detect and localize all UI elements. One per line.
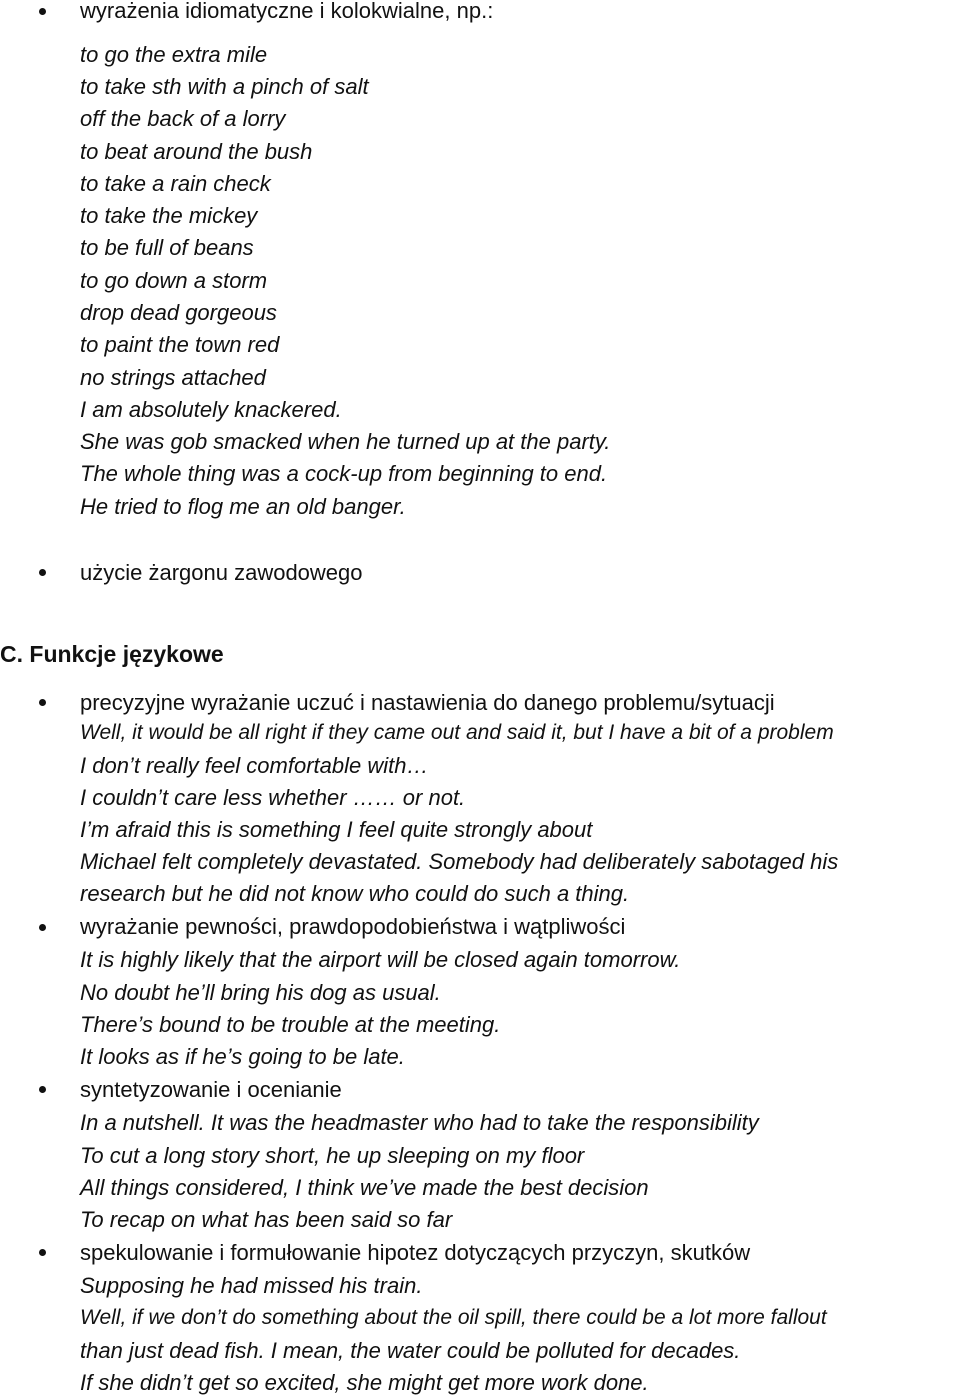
idiom-item: to be full of beans bbox=[80, 235, 254, 260]
idiom-item: drop dead gorgeous bbox=[80, 300, 277, 325]
example-line: than just dead fish. I mean, the water could be polluted for decades. bbox=[80, 1338, 741, 1363]
bullet-label-jargon: użycie żargonu zawodowego bbox=[80, 560, 363, 585]
bullet-dot bbox=[39, 8, 46, 15]
example-line: Well, if we don’t do something about the oil spill, there could be a lot more fallout bbox=[80, 1306, 827, 1329]
section-heading: C. Funkcje językowe bbox=[0, 641, 224, 667]
idiom-item: to take the mickey bbox=[80, 203, 258, 228]
idiom-item: He tried to flog me an old banger. bbox=[80, 494, 406, 519]
idiom-item: to take sth with a pinch of salt bbox=[80, 74, 369, 99]
group-label: precyzyjne wyrażanie uczuć i nastawienia do danego problemu/sytuacji bbox=[80, 690, 775, 715]
group-label: wyrażanie pewności, prawdopodobieństwa i wątpliwości bbox=[80, 914, 626, 939]
example-line: If she didn’t get so excited, she might get more work done. bbox=[80, 1370, 649, 1395]
idiom-item: to take a rain check bbox=[80, 171, 271, 196]
bullet-dot bbox=[39, 1086, 46, 1093]
idiom-item: off the back of a lorry bbox=[80, 106, 286, 131]
group-label: spekulowanie i formułowanie hipotez dotyczących przyczyn, skutków bbox=[80, 1240, 751, 1265]
example-line: It is highly likely that the airport will be closed again tomorrow. bbox=[80, 947, 681, 972]
bullet-dot bbox=[39, 1249, 46, 1256]
idiom-item: to go down a storm bbox=[80, 268, 268, 293]
example-line: Supposing he had missed his train. bbox=[80, 1273, 423, 1298]
example-line: To recap on what has been said so far bbox=[80, 1207, 453, 1232]
example-line: research but he did not know who could do such a thing. bbox=[80, 881, 630, 906]
group-label: syntetyzowanie i ocenianie bbox=[80, 1077, 342, 1102]
idiom-item: The whole thing was a cock-up from beginning to end. bbox=[80, 461, 608, 486]
example-line: In a nutshell. It was the headmaster who had to take the responsibility bbox=[80, 1110, 759, 1135]
idiom-item: to beat around the bush bbox=[80, 139, 313, 164]
example-line: No doubt he’ll bring his dog as usual. bbox=[80, 980, 441, 1005]
example-line: All things considered, I think we’ve made the best decision bbox=[80, 1175, 649, 1200]
idiom-item: to paint the town red bbox=[80, 332, 280, 357]
example-line: To cut a long story short, he up sleeping on my floor bbox=[80, 1143, 585, 1168]
example-line: It looks as if he’s going to be late. bbox=[80, 1044, 405, 1069]
example-line: Michael felt completely devastated. Somebody had deliberately sabotaged his bbox=[80, 849, 839, 874]
example-line: I don’t really feel comfortable with… bbox=[80, 753, 429, 778]
bullet-dot bbox=[39, 924, 46, 931]
idiom-item: I am absolutely knackered. bbox=[80, 397, 342, 422]
idiom-item: no strings attached bbox=[80, 365, 266, 390]
example-line: Well, it would be all right if they came out and said it, but I have a bit of a problem bbox=[80, 721, 834, 744]
idiom-item: to go the extra mile bbox=[80, 42, 268, 67]
bullet-dot bbox=[39, 699, 46, 706]
bullet-dot bbox=[39, 569, 46, 576]
idiom-item: She was gob smacked when he turned up at the party. bbox=[80, 429, 611, 454]
bullet-label-idioms: wyrażenia idiomatyczne i kolokwialne, np.: bbox=[80, 0, 494, 23]
example-line: I couldn’t care less whether …… or not. bbox=[80, 785, 466, 810]
example-line: There’s bound to be trouble at the meeting. bbox=[80, 1012, 501, 1037]
example-line: I’m afraid this is something I feel quite strongly about bbox=[80, 817, 593, 842]
